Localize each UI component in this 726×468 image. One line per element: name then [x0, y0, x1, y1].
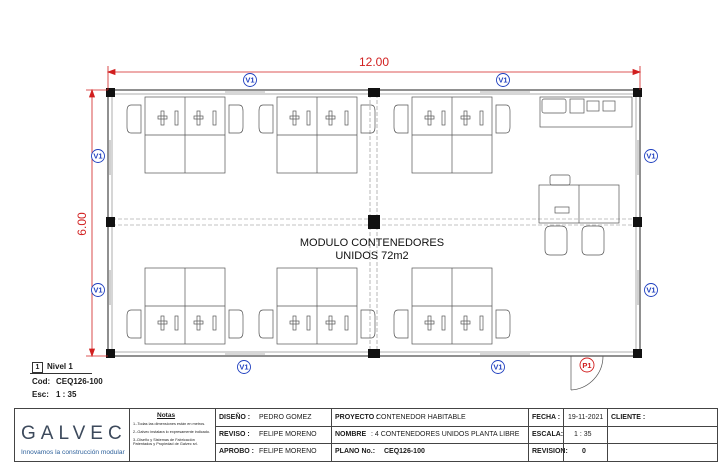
escala-label: ESCALA:: [532, 431, 564, 438]
door-tag-label: P1: [582, 361, 592, 370]
scale-label: Esc:: [32, 390, 49, 399]
divider: [215, 426, 717, 427]
monitor: [293, 316, 296, 330]
monitor-base: [425, 321, 434, 324]
monitor: [480, 316, 483, 330]
monitor: [428, 316, 431, 330]
monitor: [161, 316, 164, 330]
workstation-cluster: [259, 97, 375, 173]
divider: [528, 409, 529, 461]
kitchenette: [540, 97, 632, 127]
chair: [496, 310, 510, 338]
monitor: [307, 111, 310, 125]
monitor: [213, 111, 216, 125]
window-tag-label: V1: [245, 75, 255, 85]
monitor-base: [194, 116, 203, 119]
chair: [259, 105, 273, 133]
plano-value: CEQ126-100: [384, 448, 425, 455]
level-underline: [30, 373, 92, 374]
window-tag-label: V1: [646, 151, 656, 161]
divider: [215, 443, 717, 444]
level-number: 1: [32, 362, 43, 373]
chair: [229, 310, 243, 338]
notes-title: Notas: [157, 412, 176, 419]
dimension-lines: [86, 66, 640, 356]
note-2: 2.-Galvec instalara lo expresamente indicado.: [133, 430, 211, 434]
monitor: [329, 111, 332, 125]
meeting-table: [539, 175, 619, 255]
logo-tagline: Innovamos la construcción modular: [21, 449, 125, 456]
divider: [129, 409, 130, 461]
workstations: [127, 97, 510, 344]
monitor: [213, 316, 216, 330]
chair: [496, 105, 510, 133]
monitor: [428, 111, 431, 125]
window-tag-label: V1: [93, 285, 103, 295]
monitor-base: [461, 116, 470, 119]
proyecto-label: PROYECTO :: [335, 414, 379, 421]
fecha-label: FECHA :: [532, 414, 561, 421]
monitor-base: [326, 116, 335, 119]
dimension-horizontal: 12.00: [358, 55, 390, 69]
monitor-base: [158, 116, 167, 119]
monitor: [307, 316, 310, 330]
monitor: [464, 111, 467, 125]
chair: [394, 105, 408, 133]
monitor: [175, 316, 178, 330]
workstation-cluster: [127, 268, 243, 344]
plano-label: PLANO No.:: [335, 448, 376, 455]
monitor: [197, 111, 200, 125]
diseno-label: DISEÑO :: [219, 414, 251, 421]
window-tag-label: V1: [493, 362, 503, 372]
reviso-value: FELIPE MORENO: [259, 431, 317, 438]
workstation-cluster: [394, 97, 510, 173]
revision-value: 0: [582, 448, 586, 455]
center-label-line1: MODULO CONTENEDORES: [299, 237, 445, 249]
monitor: [345, 111, 348, 125]
monitor: [442, 316, 445, 330]
monitor: [175, 111, 178, 125]
chair: [361, 310, 375, 338]
diseno-value: PEDRO GOMEZ: [259, 414, 312, 421]
chair: [229, 105, 243, 133]
nombre-value: : 4 CONTENEDORES UNIDOS PLANTA LIBRE: [371, 431, 520, 438]
center-label-line2: UNIDOS 72m2: [335, 250, 409, 262]
scale-value: 1 : 35: [56, 390, 77, 399]
monitor: [161, 111, 164, 125]
window-tag-label: V1: [239, 362, 249, 372]
monitor: [197, 316, 200, 330]
chair: [127, 310, 141, 338]
note-1: 1.-Todas las dimensiones están en metros.: [133, 422, 206, 426]
reviso-label: REVISO :: [219, 431, 250, 438]
escala-value: 1 : 35: [574, 431, 592, 438]
workstation-cluster: [394, 268, 510, 344]
cliente-label: CLIENTE :: [611, 414, 646, 421]
chair: [394, 310, 408, 338]
monitor: [293, 111, 296, 125]
workstation-cluster: [259, 268, 375, 344]
level-name: Nivel 1: [47, 362, 73, 371]
divider: [215, 409, 216, 461]
company-logo: [17, 415, 151, 459]
monitor: [480, 111, 483, 125]
monitor-base: [425, 116, 434, 119]
monitor: [464, 316, 467, 330]
window-tag-label: V1: [93, 151, 103, 161]
monitor-base: [461, 321, 470, 324]
revision-label: REVISION:: [532, 448, 568, 455]
nombre-label: NOMBRE: [335, 431, 367, 438]
monitor-base: [158, 321, 167, 324]
monitor-base: [290, 321, 299, 324]
fecha-value: 19-11-2021: [568, 414, 604, 421]
title-block: [14, 408, 718, 462]
monitor: [329, 316, 332, 330]
code-value: CEQ126-100: [56, 377, 103, 386]
note-3: 3.-Diseño y Sistemas de Fabricación Patentados y Propiedad de Galvec srl.: [133, 438, 198, 447]
divider: [607, 409, 608, 461]
window-tag-label: V1: [498, 75, 508, 85]
dimension-vertical: 6.00: [75, 212, 89, 236]
proyecto-value: CONTENEDOR HABITABLE: [376, 414, 466, 421]
chair: [361, 105, 375, 133]
workstation-cluster: [127, 97, 243, 173]
code-label: Cod:: [32, 377, 51, 386]
window-tag-label: V1: [646, 285, 656, 295]
aprobo-label: APROBO :: [219, 448, 254, 455]
door-tag: [580, 358, 594, 372]
monitor: [442, 111, 445, 125]
logo-text: GALVEC: [21, 423, 127, 444]
monitor: [345, 316, 348, 330]
chair: [127, 105, 141, 133]
monitor-base: [290, 116, 299, 119]
monitor-base: [194, 321, 203, 324]
chair: [259, 310, 273, 338]
divider: [331, 409, 332, 461]
monitor-base: [326, 321, 335, 324]
aprobo-value: FELIPE MORENO: [259, 448, 317, 455]
